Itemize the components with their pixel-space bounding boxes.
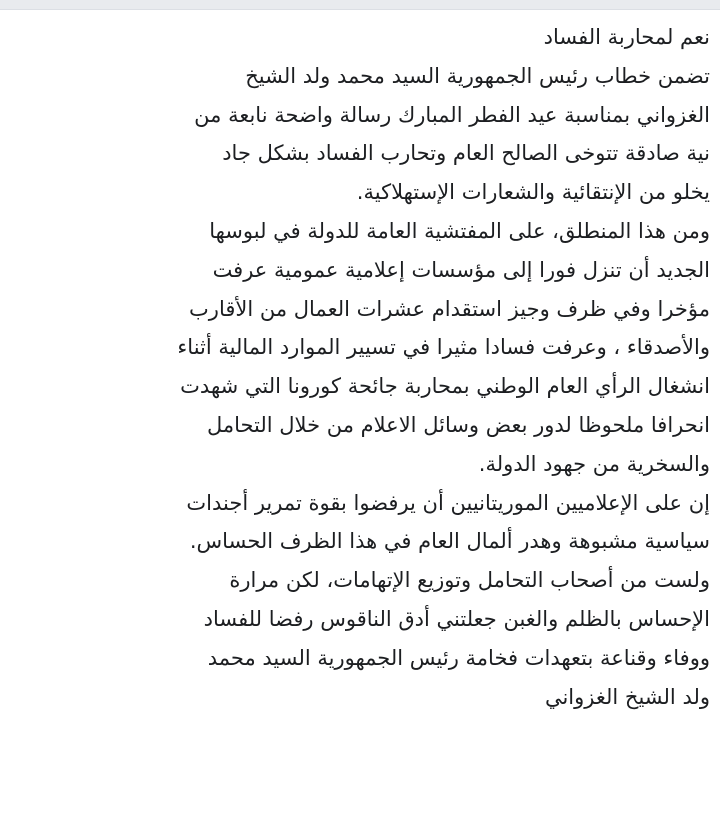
post-title: نعم لمحاربة الفساد — [543, 25, 710, 49]
paragraph-line: ولست من أصحاب التحامل وتوزيع الإتهامات، لكن مرارة — [229, 568, 710, 593]
paragraph-line: إن على الإعلاميين الموريتانيين أن يرفضوا بقوة تمرير أجندات — [186, 490, 710, 515]
paragraph-line: مؤخرا وفي ظرف وجيز استقدام عشرات العمال من الأقارب — [189, 296, 710, 321]
paragraph-line: والأصدقاء ، وعرفت فسادا مثيرا في تسيير الموارد المالية أثناء — [177, 335, 710, 360]
paragraph-line: الإحساس بالظلم والغبن جعلتني أدق الناقوس رفضا للفساد — [203, 606, 710, 631]
paragraph-line: ولد الشيخ الغزواني — [544, 684, 710, 709]
paragraph-line: ومن هذا المنطلق، على المفتشية العامة للدولة في لبوسها — [209, 218, 710, 243]
paragraph-line: الغزواني بمناسبة عيد الفطر المبارك رسالة واضحة نابعة من — [194, 102, 710, 127]
paragraph-line: الجديد أن تنزل فورا إلى مؤسسات إعلامية عمومية عرفت — [212, 257, 710, 282]
paragraph-line: تضمن خطاب رئيس الجمهورية السيد محمد ولد الشيخ — [245, 63, 710, 88]
paragraph-line: ووفاء وقناعة بتعهدات فخامة رئيس الجمهورية السيد محمد — [207, 645, 710, 670]
paragraph-line: يخلو من الإنتقائية والشعارات الإستهلاكية. — [356, 180, 710, 205]
paragraph-line: سياسية مشبوهة وهدر ألمال العام في هذا الظرف الحساس. — [189, 529, 710, 554]
paragraph-line: نية صادقة تتوخى الصالح العام وتحارب الفساد بشكل جاد — [222, 141, 710, 166]
paragraph-line: انشغال الرأي العام الوطني بمحاربة جائحة كورونا التي شهدت — [180, 374, 710, 399]
top-edge-strip — [0, 0, 720, 10]
post-text — [10, 18, 710, 716]
paragraph-line: انحرافا ملحوظا لدور بعض وسائل الاعلام من خلال التحامل — [206, 412, 710, 437]
paragraph-line: والسخرية من جهود الدولة. — [478, 451, 710, 476]
